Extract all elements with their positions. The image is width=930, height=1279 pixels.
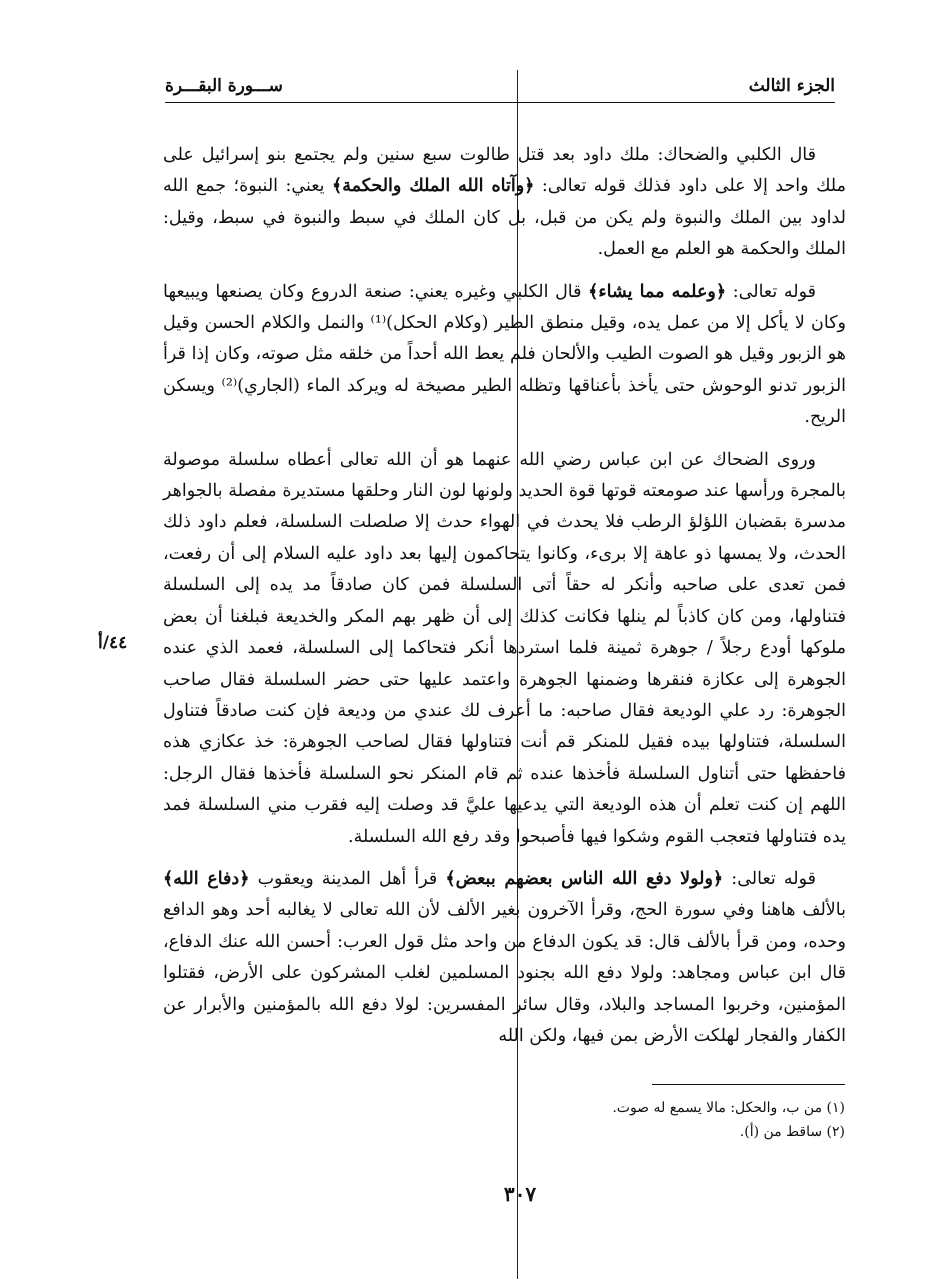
quran-quote: ﴿دفاع الله﴾ (163, 868, 250, 889)
page-number: ٣٠٧ (503, 1182, 537, 1206)
paragraph-text: يعني: النبوة؛ جمع الله لداود بين الملك والنبوة ولم يكن من قبل، بل كان الملك في سبط والنبوة في سبط، وقيل: الملك والحكمة هو العلم مع العمل. (163, 176, 846, 260)
paragraph-text: قوله تعالى: (726, 281, 816, 302)
quran-quote: ﴿ولولا دفع الله الناس بعضهم ببعض﴾ (445, 868, 724, 889)
footnote-1: (١) من ب، والحكل: مالا يسمع له صوت. (612, 1100, 845, 1116)
paragraph-1 (163, 140, 846, 266)
paragraph-text: قال الكلبي وغيره يعني: صنعة الدروع وكان يصنعها ويبيعها وكان لا يأكل إلا من عمل يده، وقيل منطق الطير (وكلام الحكل)⁽¹⁾ والنمل والكلام الحسن وقيل هو الزبور وقيل هو الصوت الطيب والألحان فلم يعط الله أحداً من خلقه مثل صوته، وكان إذا قرأ الزبور تدنو الوحوش حتى يأخذ بأعناقها وتظله الطير مصيخة له ويركد الماء (الجاري)⁽²⁾ ويسكن الريح. (163, 281, 847, 428)
header-surah-title: ســـورة البقـــرة (165, 76, 283, 96)
paragraph-text: قرأ أهل المدينة ويعقوب (249, 868, 446, 889)
header-part-title: الجزء الثالث (748, 76, 835, 96)
paragraph-4 (163, 864, 846, 1052)
paragraph-3 (163, 445, 846, 853)
page-header (165, 72, 835, 103)
paragraph-text: قال الكلبي والضحاك: ملك داود بعد قتل طالوت سبع سنين ولم يجتمع بنو إسرائيل على ملك واحد إلا على داود فذلك قوله تعالى: (163, 145, 846, 197)
footnote-separator (652, 1084, 845, 1085)
paragraph-2 (163, 277, 846, 434)
paragraph-text: بالألف هاهنا وفي سورة الحج، وقرأ الآخرون بغير الألف لأن الله تعالى لا يغالبه أحد وهو الدافع وحده، ومن قرأ بالألف قال: قد يكون الدفاع من واحد مثل قول العرب: أحسن الله عنك الدفاع، قال ابن عباس ومجاهد: ولولا دفع الله بجنود المسلمين لغلب المشركون على الأرض، فقتلوا المؤمنين، وخربوا المساجد والبلاد، وقال سائر المفسرين: لولا دفع الله بالمؤمنين والأبرار عن الكفار والفجار لهلكت الأرض بمن فيها، ولكن الله (163, 900, 846, 1046)
paragraph-text: وروى الضحاك عن ابن عباس رضي الله عنهما هو أن الله تعالى أعطاه سلسلة موصولة بالمجرة ورأسها عند صومعته قوتها قوة الحديد ولونها لون النار وحلقها مستديرة مفصلة بالجواهر مدسرة بقضبان اللؤلؤ الرطب فلا يحدث في الهواء حدث إلا صلصلت السلسلة، فعلم داود ذلك الحدث، ولا يمسها ذو عاهة إلا برىء، وكانوا يتحاكمون إليها بعد داود عليه السلام إلى أن رفعت، فمن تعدى على صاحبه وأنكر له حقاً أتى السلسلة فمن كان صادقاً مد يده إلى السلسلة فتناولها، ومن كان كاذباً لم ينلها فكانت كذلك إلى أن ظهر بهم المكر والخديعة فبلغنا أن بعض ملوكها أودع رجلاً / جوهرة ثمينة فلما استردها أنكر فتحاكما إلى السلسلة، فعمد الذي عنده الجوهرة إلى عكازة فنقرها وضمنها الجوهرة واعتمد عليها حتى حضر السلسلة فقال صاحب الجوهرة: رد علي الوديعة فقال صاحبه: ما أعرف لك عندي من وديعة فإن كنت صادقاً فتناول السلسلة، فتناولها بيده فقيل للمنكر قم أنت فتناولها فقال لصاحب الجوهرة: خذ عكازي هذه فاحفظها حتى أتناول السلسلة فأخذها عنده ثم قام المنكر نحو السلسلة فأخذها فقال الرجل: اللهم إن كنت تعلم أن هذه الوديعة التي يدعيها عليَّ قد وصلت إليه فقرب مني السلسلة فمد يده فتناولها فتعجب القوم وشكوا فيها فأصبحوا وقد رفع الله السلسلة. (163, 449, 846, 847)
footnote-2: (٢) ساقط من (أ). (739, 1124, 845, 1140)
main-text (163, 140, 846, 1063)
footnotes (520, 1096, 845, 1144)
paragraph-text: قوله تعالى: (723, 868, 816, 889)
quran-quote: ﴿وآتاه الله الملك والحكمة﴾ (332, 176, 535, 197)
manuscript-folio-note: ٤٤/أ (98, 633, 128, 653)
quran-quote: ﴿وعلمه مما يشاء﴾ (588, 281, 727, 302)
